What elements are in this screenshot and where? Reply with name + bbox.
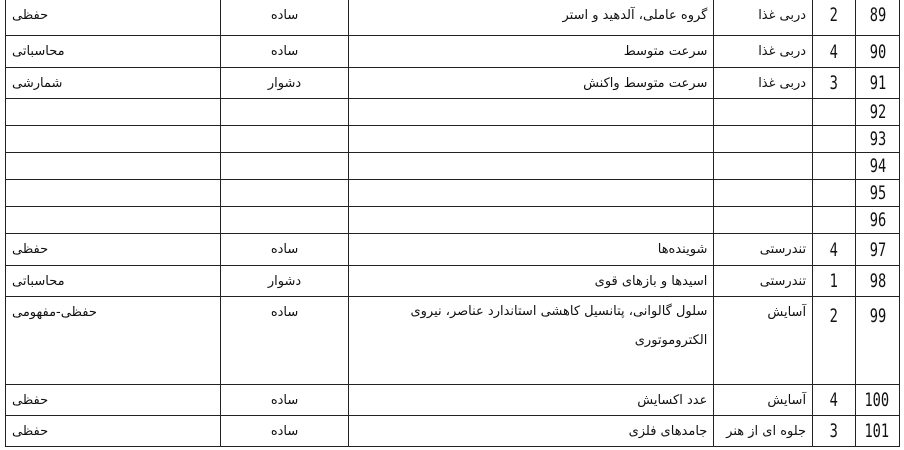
question-count [813,126,856,153]
topic-cell: شوینده‌ها [349,234,714,266]
table-row [6,234,900,266]
question-count: 4 [813,385,856,416]
question-number: 95 [862,180,894,207]
table-row [6,297,900,385]
chapter-cell [714,153,813,180]
topic-cell: جامدهای فلزی [349,416,714,447]
table-row [6,0,900,36]
chapter-cell: تندرستی [714,234,813,266]
difficulty-cell [220,153,349,180]
question-type-cell: محاسباتی [6,266,221,297]
question-type-cell [6,153,221,180]
question-number: 96 [862,207,894,234]
table-row [6,68,900,99]
question-count: 4 [813,234,856,266]
question-type-cell: حفظی-مفهومی [6,297,221,385]
topic-cell: سرعت متوسط [349,36,714,68]
chapter-cell [714,126,813,153]
table-row [6,385,900,416]
question-count: 1 [813,266,856,297]
difficulty-cell [220,99,349,126]
topic-cell [349,180,714,207]
question-number: 92 [862,99,894,126]
table-row [6,207,900,234]
question-count [813,180,856,207]
difficulty-cell: ساده [220,36,349,68]
table-row [6,153,900,180]
question-type-cell: حفظی [6,416,221,447]
question-number: 100 [862,385,894,416]
topic-cell: اسیدها و بازهای قوی [349,266,714,297]
chapter-cell [714,180,813,207]
question-count [813,153,856,180]
question-type-cell [6,126,221,153]
chapter-cell [714,207,813,234]
question-count: 3 [813,68,856,99]
difficulty-cell [220,126,349,153]
topic-cell: عدد اکسایش [349,385,714,416]
difficulty-cell: ساده [220,234,349,266]
question-number: 91 [862,68,894,99]
question-number: 90 [862,36,894,68]
question-count: 2 [813,0,856,36]
question-count [813,99,856,126]
question-type-cell: حفظی [6,234,221,266]
table-row [6,36,900,68]
topic-cell: سلول گالوانی، پتانسیل کاهشی استاندارد عناصر، نیروی الکتروموتوری [349,297,714,385]
chapter-cell: دربی غذا [714,68,813,99]
question-number: 97 [862,234,894,266]
question-number: 94 [862,153,894,180]
chapter-cell: جلوه ای از هنر [714,416,813,447]
question-number: 101 [862,416,894,447]
question-type-cell: محاسباتی [6,36,221,68]
difficulty-cell: ساده [220,297,349,385]
difficulty-cell: دشوار [220,266,349,297]
difficulty-cell [220,207,349,234]
topic-cell: گروه عاملی، آلدهید و استر [349,0,714,36]
question-number: 98 [862,266,894,297]
question-type-cell: حفظی [6,0,221,36]
table-row [6,99,900,126]
topic-cell [349,153,714,180]
question-count: 3 [813,416,856,447]
question-number: 93 [862,126,894,153]
question-type-cell: شمارشی [6,68,221,99]
question-number: 99 [862,297,894,385]
chapter-cell: آسایش [714,385,813,416]
topic-cell [349,207,714,234]
chapter-cell: دربی غذا [714,36,813,68]
question-type-cell [6,207,221,234]
chapter-cell: آسایش [714,297,813,385]
question-type-cell [6,99,221,126]
table-row [6,180,900,207]
question-count: 2 [813,297,856,385]
question-number: 89 [862,0,894,36]
chapter-cell [714,99,813,126]
chapter-cell: دربی غذا [714,0,813,36]
difficulty-cell [220,180,349,207]
topic-cell [349,126,714,153]
chapter-cell: تندرستی [714,266,813,297]
difficulty-cell: دشوار [220,68,349,99]
difficulty-cell: ساده [220,416,349,447]
difficulty-cell: ساده [220,385,349,416]
topics-table [5,0,900,447]
table-row [6,416,900,447]
topic-cell: سرعت متوسط واکنش [349,68,714,99]
question-count: 4 [813,36,856,68]
difficulty-cell: ساده [220,0,349,36]
question-type-cell [6,180,221,207]
topic-cell [349,99,714,126]
table-row [6,266,900,297]
question-count [813,207,856,234]
table-row [6,126,900,153]
question-type-cell: حفظی [6,385,221,416]
